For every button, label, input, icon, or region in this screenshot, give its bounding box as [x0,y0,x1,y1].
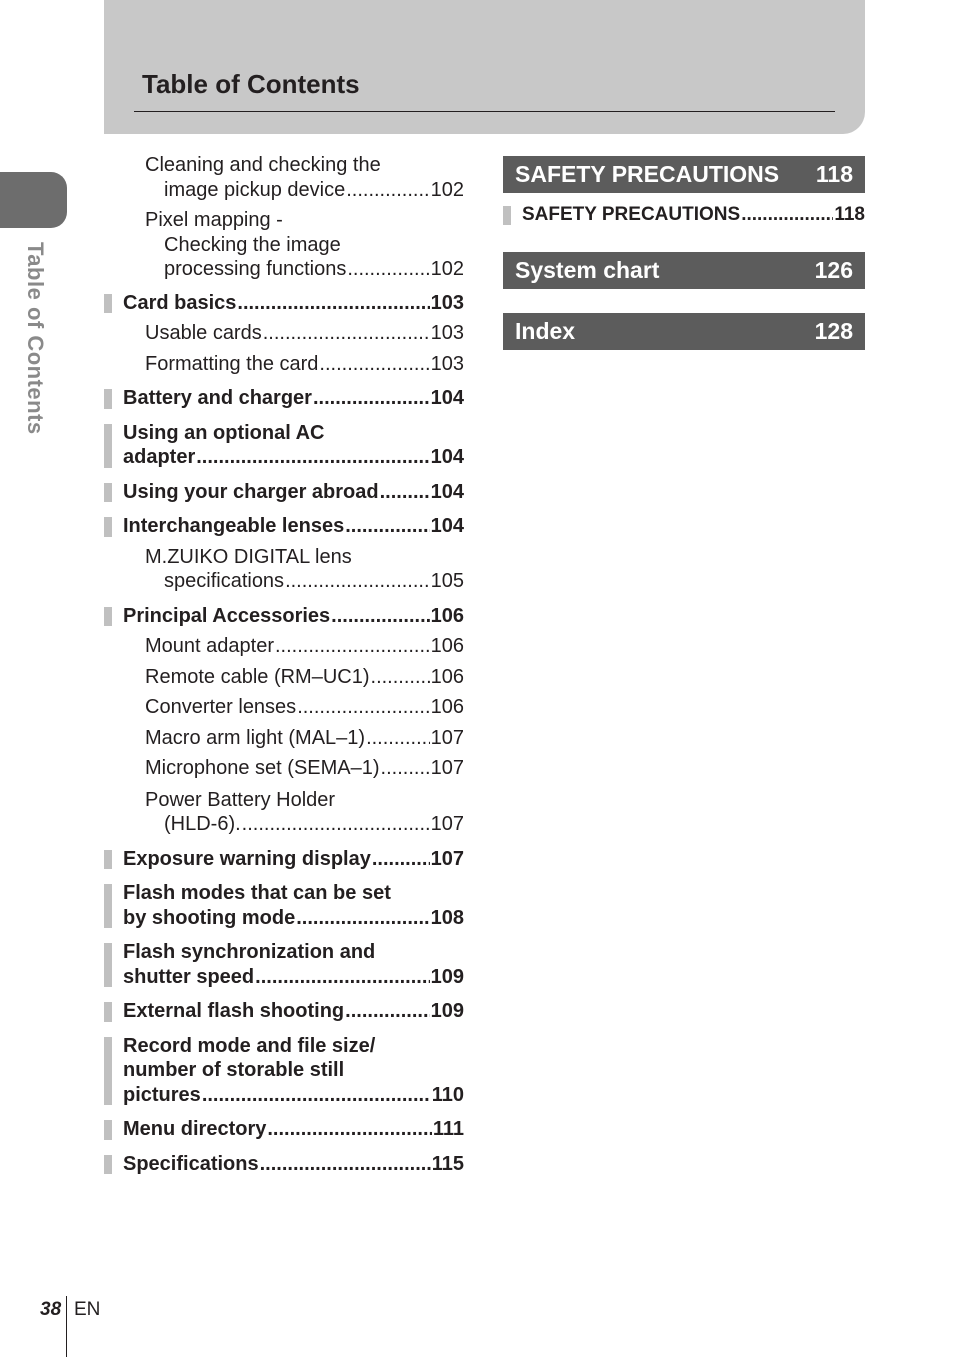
toc-entry-page: 103 [430,322,464,344]
toc-section [503,313,865,350]
section-entry-title: SAFETY PRECAUTIONS [522,204,741,225]
toc-entry-page: 104 [430,446,464,468]
dot-leader [296,906,429,931]
toc-entry-main [104,881,464,930]
toc-entry-title: Using an optional AC [123,421,325,444]
toc-entry-title: Principal Accessories [123,604,331,627]
toc-entry-sub [104,545,464,594]
dot-leader [371,665,430,690]
toc-entry-page: 115 [431,1152,464,1175]
toc-entry-main [104,1152,464,1177]
toc-entry-sub [104,352,464,377]
section-header-band [503,156,865,193]
toc-entry-title: Pixel mapping - [145,209,283,231]
toc-entry-title: Specifications [123,1152,259,1175]
toc-entry-title: Exposure warning display [123,847,371,870]
toc-entry-page: 102 [430,258,464,280]
section-entry [503,203,865,227]
section-entry-page: 118 [834,204,865,225]
toc-entry-title: by shooting mode [123,906,296,929]
toc-entry-title: Converter lenses [145,696,297,718]
dot-leader [242,812,430,837]
toc-entry-page: 108 [430,906,464,929]
dot-leader [196,445,429,470]
toc-entry-page: 106 [430,635,464,657]
toc-entry-sub [104,208,464,282]
toc-entry-main [104,999,464,1024]
toc-entry-page: 107 [430,813,464,835]
toc-entry-title: Remote cable (RM–UC1) [145,665,370,688]
toc-entry-page: 107 [430,726,464,749]
dot-leader [285,569,430,594]
toc-entry-title: Mount adapter [145,635,274,657]
toc-entry-title: Flash synchronization and [123,941,376,963]
toc-entry-sub [104,665,464,690]
dot-leader [297,695,429,720]
dot-leader [237,291,429,316]
side-tab-marker [0,172,67,228]
dot-leader [347,257,429,282]
dot-leader [366,726,430,751]
toc-entry-title: Macro arm light (MAL–1) [145,726,366,749]
toc-entry-title: Battery and charger [123,387,312,409]
dot-leader [346,178,429,203]
dot-leader [345,999,429,1024]
toc-entry-title: shutter speed [123,965,255,988]
section-page: 126 [814,257,853,283]
toc-entry-title: M.ZUIKO DIGITAL lens [145,545,352,568]
toc-entry-title: (HLD-6). [164,813,241,835]
toc-entry-main [104,421,464,470]
toc-entry-title: Interchangeable lenses [123,515,345,537]
toc-entry-title: image pickup device [164,178,346,201]
dot-leader [275,634,430,659]
toc-entry-title: External flash shooting [123,1000,345,1022]
section-title: SAFETY PRECAUTIONS [515,161,780,187]
toc-entry-title: specifications [164,570,285,592]
toc-entry-page: 105 [430,570,464,592]
toc-section [503,252,865,289]
toc-entry-sub [104,634,464,659]
toc-entry-page: 110 [431,1083,464,1106]
toc-entry-title: Using your charger abroad [123,480,379,503]
toc-entry-page: 104 [430,387,464,409]
toc-entry-sub [104,321,464,346]
toc-entry-title: processing functions [164,258,347,280]
toc-entry-main [104,847,464,872]
toc-entry-page: 107 [430,847,464,870]
toc-entry-page: 103 [430,291,464,314]
dot-leader [313,386,430,411]
dot-leader [202,1083,431,1108]
toc-entry-main [104,514,464,539]
dot-leader [331,604,429,629]
header-band [104,0,865,134]
toc-entry-main [104,291,464,316]
toc-entry-page: 103 [430,352,464,375]
dot-leader [263,321,430,346]
toc-entry-page: 106 [430,604,464,627]
dot-leader [741,203,833,227]
page-number: 38 [40,1299,62,1320]
footer-divider [66,1296,67,1357]
language-label: EN [74,1299,101,1320]
toc-entry-sub [104,726,464,751]
section-title: System chart [515,257,660,283]
toc-entry-title: Record mode and file size/ [123,1034,376,1057]
toc-entry-page: 109 [430,1000,464,1022]
toc-entry-title: Cleaning and checking the [145,154,381,176]
toc-entry-sub [104,153,464,202]
section-page: 118 [815,161,853,187]
toc-entry-sub [104,756,464,781]
toc-entry-page: 106 [430,665,464,688]
toc-entry-title: Power Battery Holder [145,788,336,811]
dot-leader [267,1117,431,1142]
toc-entry-main [104,386,464,411]
toc-entry-page: 102 [430,178,464,201]
toc-entry-page: 104 [430,480,464,503]
toc-entry-page: 104 [430,515,464,537]
section-title: Index [515,318,576,344]
section-page: 128 [814,318,853,344]
toc-entry-page: 111 [432,1118,464,1140]
side-tab-label: Table of Contents [23,242,48,435]
toc-entry-main [104,1117,464,1142]
toc-column [104,153,464,1176]
toc-entry-title: Checking the image [164,233,341,256]
section-header-band [503,252,865,289]
toc-entry-sub [104,695,464,720]
dot-leader [381,756,430,781]
dot-leader [255,965,429,990]
dot-leader [345,514,429,539]
toc-entry-page: 106 [430,696,464,718]
toc-entry-main [104,1034,464,1108]
toc-entry-title: Usable cards [145,322,262,344]
header-divider [134,111,835,112]
toc-entry-main [104,480,464,505]
toc-entry-title: number of storable still [123,1059,345,1081]
toc-entry-title: Formatting the card [145,352,319,375]
toc-entry-title: adapter [123,446,196,468]
toc-entry-main [104,940,464,989]
toc-entry-title: Flash modes that can be set [123,882,391,904]
toc-entry-sub [104,788,464,837]
toc-entry-page: 107 [430,757,464,779]
toc-entry-title: Menu directory [123,1118,267,1140]
toc-entry-title: Card basics [123,291,237,314]
dot-leader [372,847,430,872]
dot-leader [380,480,430,505]
toc-section [503,156,865,227]
dot-leader [319,352,429,377]
dot-leader [260,1152,431,1177]
toc-entry-title: Microphone set (SEMA–1) [145,757,380,779]
page-title: Table of Contents [142,69,360,99]
toc-entry-title: pictures [123,1083,201,1106]
toc-entry-main [104,604,464,629]
toc-entry-page: 109 [430,965,464,988]
section-header-band [503,313,865,350]
